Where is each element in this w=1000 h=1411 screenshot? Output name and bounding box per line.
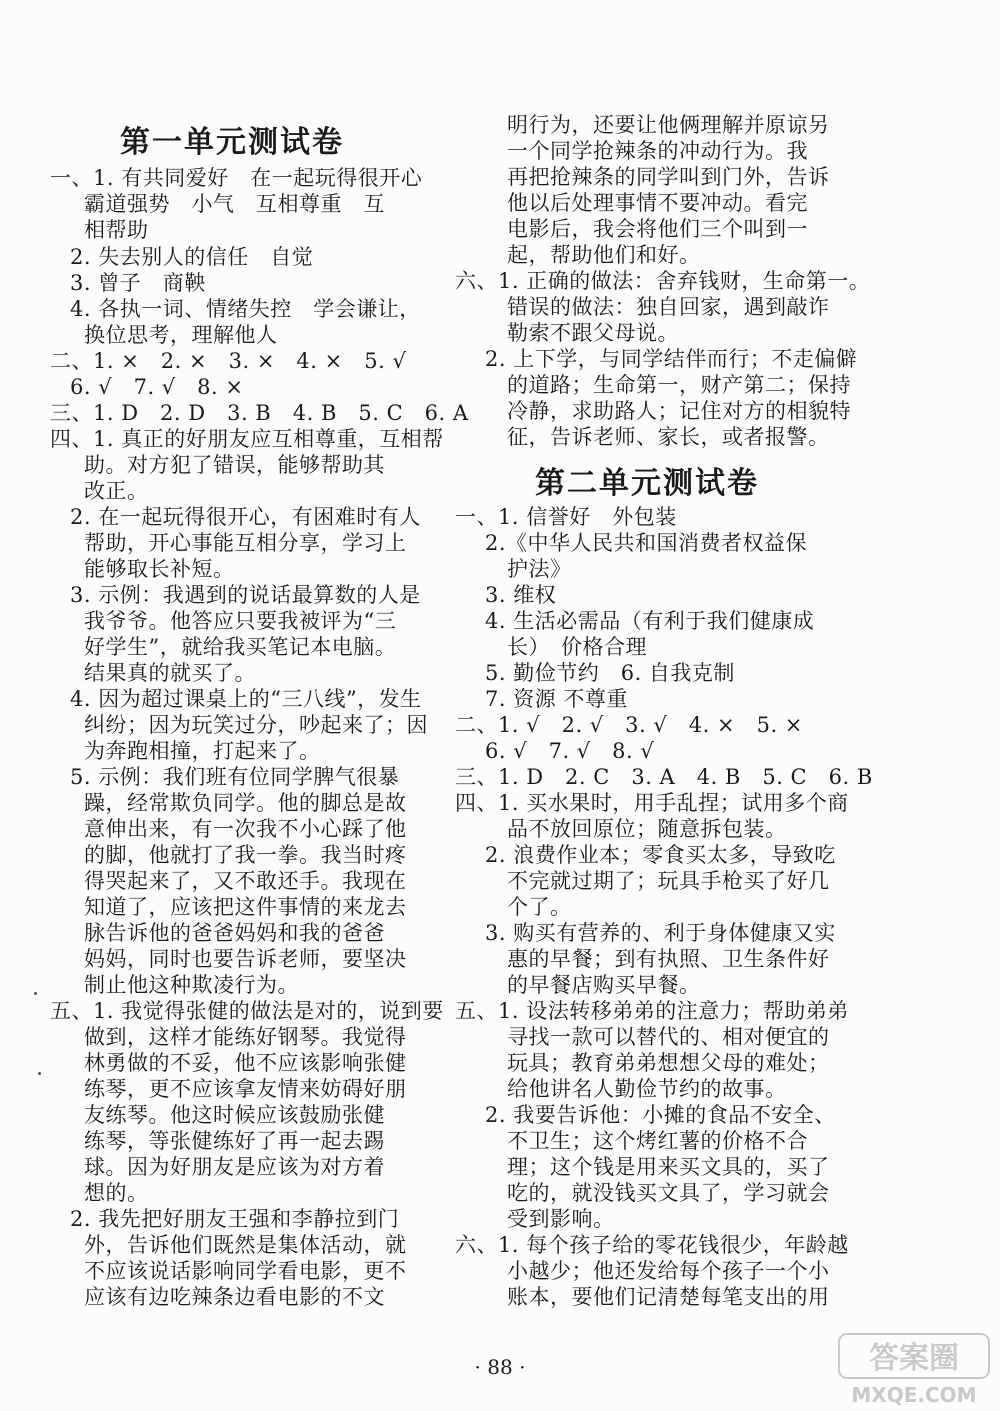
answer-line: 账本，要他们记清楚每笔支出的用: [507, 1285, 830, 1309]
answer-line: 3. 示例：我遇到的说话最算数的人是: [70, 583, 421, 607]
answer-line: 能够取长补短。: [84, 557, 235, 581]
answer-line: 的脚，他就打了我一拳。我当时疼: [84, 843, 407, 867]
answer-line: 妈妈，同时也要告诉老师，要坚决: [84, 947, 407, 971]
answer-line: 二、1. √ 2. √ 3. √ 4. × 5. ×: [455, 713, 803, 737]
answer-line: 长） 价格合理: [507, 635, 647, 659]
answer-line: 不卫生；这个烤红薯的价格不合: [507, 1129, 808, 1153]
answer-line: 四、1. 真正的好朋友应互相尊重，互相帮: [50, 427, 444, 451]
answer-line: 再把抢辣条的同学叫到门外，告诉: [507, 165, 830, 189]
answer-line: 霸道强势 小气 互相尊重 互: [84, 192, 385, 216]
answer-line: 3. 曾子 商鞅: [70, 271, 206, 295]
answer-line: 结果真的就买了。: [84, 661, 256, 685]
answer-line: 帮助，开心事能互相分享，学习上: [84, 531, 407, 555]
answer-line: 一、1. 有共同爱好 在一起玩得很开心: [50, 166, 423, 190]
section-title: 第一单元测试卷: [120, 125, 344, 160]
answer-line: 的早餐店购买早餐。: [507, 973, 701, 997]
section-title: 第二单元测试卷: [535, 466, 759, 501]
answer-line: 明行为，还要让他俩理解并原谅另: [507, 113, 830, 137]
answer-line: 想的。: [84, 1181, 149, 1205]
answer-line: 改正。: [84, 479, 149, 503]
answer-line: 2.《中华人民共和国消费者权益保: [485, 531, 808, 555]
answer-line: 应该有边吃辣条边看电影的不文: [84, 1285, 385, 1309]
answer-line: 意伸出来，有一次我不小心踩了他: [84, 817, 407, 841]
answer-line: 纠纷；因为玩笑过分，吵起来了；因: [84, 713, 428, 737]
watermark-logo-text: 答案圈: [869, 1341, 959, 1376]
answer-line: 寻找一款可以替代的、相对便宜的: [507, 1025, 830, 1049]
answer-line: 不完就过期了；玩具手枪买了好几: [507, 869, 830, 893]
answer-line: 小越少；他还发给每个孩子一个小: [507, 1259, 830, 1283]
answer-line: 吃的，就没钱买文具了，学习就会: [507, 1181, 830, 1205]
answer-line: 一个同学抢辣条的冲动行为。我: [507, 139, 808, 163]
answer-line: 冷静，求助路人；记住对方的相貌特: [507, 399, 851, 423]
answer-line: 助。对方犯了错误，能够帮助其: [84, 453, 385, 477]
answer-line: 友练琴。他这时候应该鼓励张健: [84, 1103, 385, 1127]
answer-line: 6. √ 7. √ 8. √: [485, 739, 655, 763]
answer-line: 起，帮助他们和好。: [507, 243, 701, 267]
answer-line: 2. 浪费作业本；零食买太多，导致吃: [485, 843, 836, 867]
answer-line: 为奔跑相撞，打起来了。: [84, 739, 321, 763]
answer-line: 好学生”，就给我买笔记本电脑。: [84, 635, 397, 659]
answer-line: 2. 在一起玩得很开心，有困难时有人: [70, 505, 421, 529]
answer-line: 给他讲名人勤俭节约的故事。: [507, 1077, 787, 1101]
answer-line: 惠的早餐；到有执照、卫生条件好: [507, 947, 830, 971]
answer-line: 脉告诉他的爸爸妈妈和我的爸爸: [84, 921, 385, 945]
answer-line: 4. 生活必需品（有利于我们健康成: [485, 609, 815, 633]
answer-line: 护法》: [507, 557, 572, 581]
answer-line: 4. 各执一词、情绪失控 学会谦让，: [70, 297, 421, 321]
page-number: · 88 ·: [474, 1355, 526, 1379]
answer-line: 五、1. 我觉得张健的做法是对的，说到要: [50, 999, 444, 1023]
watermark-logo: [835, 1330, 995, 1408]
answer-line: 2. 我先把好朋友王强和李静拉到门: [70, 1207, 400, 1231]
answer-line: 三、1. D 2. C 3. A 4. B 5. C 6. B: [455, 765, 873, 789]
answer-line: 他以后处理事情不要冲动。看完: [507, 191, 808, 215]
answer-line: 电影后，我会将他们三个叫到一: [507, 217, 808, 241]
answer-line: 练琴，更不应该拿友情来妨碍好朋: [84, 1077, 407, 1101]
answer-line: 2. 我要告诉他：小摊的食品不安全、: [485, 1103, 836, 1127]
answer-line: 林勇做的不妥，他不应该影响张健: [84, 1051, 407, 1075]
answer-line: 知道了，应该把这件事情的来龙去: [84, 895, 407, 919]
answer-line: 2. 上下学，与同学结伴而行；不走偏僻: [485, 347, 858, 371]
answer-line: 练琴，等张健练好了再一起去踢: [84, 1129, 385, 1153]
answer-line: 四、1. 买水果时，用手乱捏；试用多个商: [455, 791, 849, 815]
answer-line: 5. 示例：我们班有位同学脾气很暴: [70, 765, 400, 789]
answer-line: 做到，这样才能练好钢琴。我觉得: [84, 1025, 407, 1049]
answer-line: 外，告诉他们既然是集体活动，就: [84, 1233, 407, 1257]
answer-line: 不应该说话影响同学看电影，更不: [84, 1259, 407, 1283]
answer-line: 的道路；生命第一，财产第二；保持: [507, 373, 851, 397]
answer-line: 5. 勤俭节约 6. 自我克制: [485, 661, 735, 685]
answer-line: 五、1. 设法转移弟弟的注意力；帮助弟弟: [455, 999, 849, 1023]
answer-line: 一、1. 信誉好 外包装: [455, 505, 677, 529]
answer-line: 球。因为好朋友是应该为对方着: [84, 1155, 385, 1179]
answer-line: 品不放回原位；随意拆包装。: [507, 817, 787, 841]
answer-line: 相帮助: [84, 218, 149, 242]
answer-line: 六、1. 正确的做法：舍弃钱财，生命第一。: [455, 269, 871, 293]
watermark-site: MXQE.COM: [851, 1383, 977, 1407]
answer-line: 六、1. 每个孩子给的零花钱很少，年龄越: [455, 1233, 849, 1257]
answer-line: 换位思考，理解他人: [84, 323, 278, 347]
answer-line: 二、1. × 2. × 3. × 4. × 5. √: [50, 349, 407, 373]
answer-line: 3. 购买有营养的、利于身体健康又实: [485, 921, 836, 945]
answer-line: 玩具；教育弟弟想想父母的难处；: [507, 1051, 830, 1075]
speck: [38, 1072, 41, 1075]
answer-line: 6. √ 7. √ 8. ×: [70, 375, 244, 399]
answer-line: 错误的做法：独自回家，遇到敲诈: [507, 295, 830, 319]
answer-line: 2. 失去别人的信任 自觉: [70, 245, 314, 269]
answer-line: 7. 资源 不尊重: [485, 687, 628, 711]
answer-line: 我爷爷。他答应只要我被评为“三: [84, 609, 397, 633]
speck: [34, 992, 37, 995]
answer-line: 受到影响。: [507, 1207, 615, 1231]
answer-line: 三、1. D 2. D 3. B 4. B 5. C 6. A: [50, 401, 469, 425]
answer-line: 3. 维权: [485, 583, 557, 607]
answer-line: 制止他这种欺凌行为。: [84, 973, 299, 997]
answer-line: 勒索不跟父母说。: [507, 321, 679, 345]
answer-line: 得哭起来了，又不敢还手。我现在: [84, 869, 407, 893]
answer-line: 征，告诉老师、家长，或者报警。: [507, 425, 830, 449]
answer-line: 4. 因为超过课桌上的“三八线”，发生: [70, 687, 422, 711]
answer-line: 个了。: [507, 895, 572, 919]
answer-line: 理；这个钱是用来买文具的，买了: [507, 1155, 830, 1179]
answer-line: 躁，经常欺负同学。他的脚总是故: [84, 791, 407, 815]
